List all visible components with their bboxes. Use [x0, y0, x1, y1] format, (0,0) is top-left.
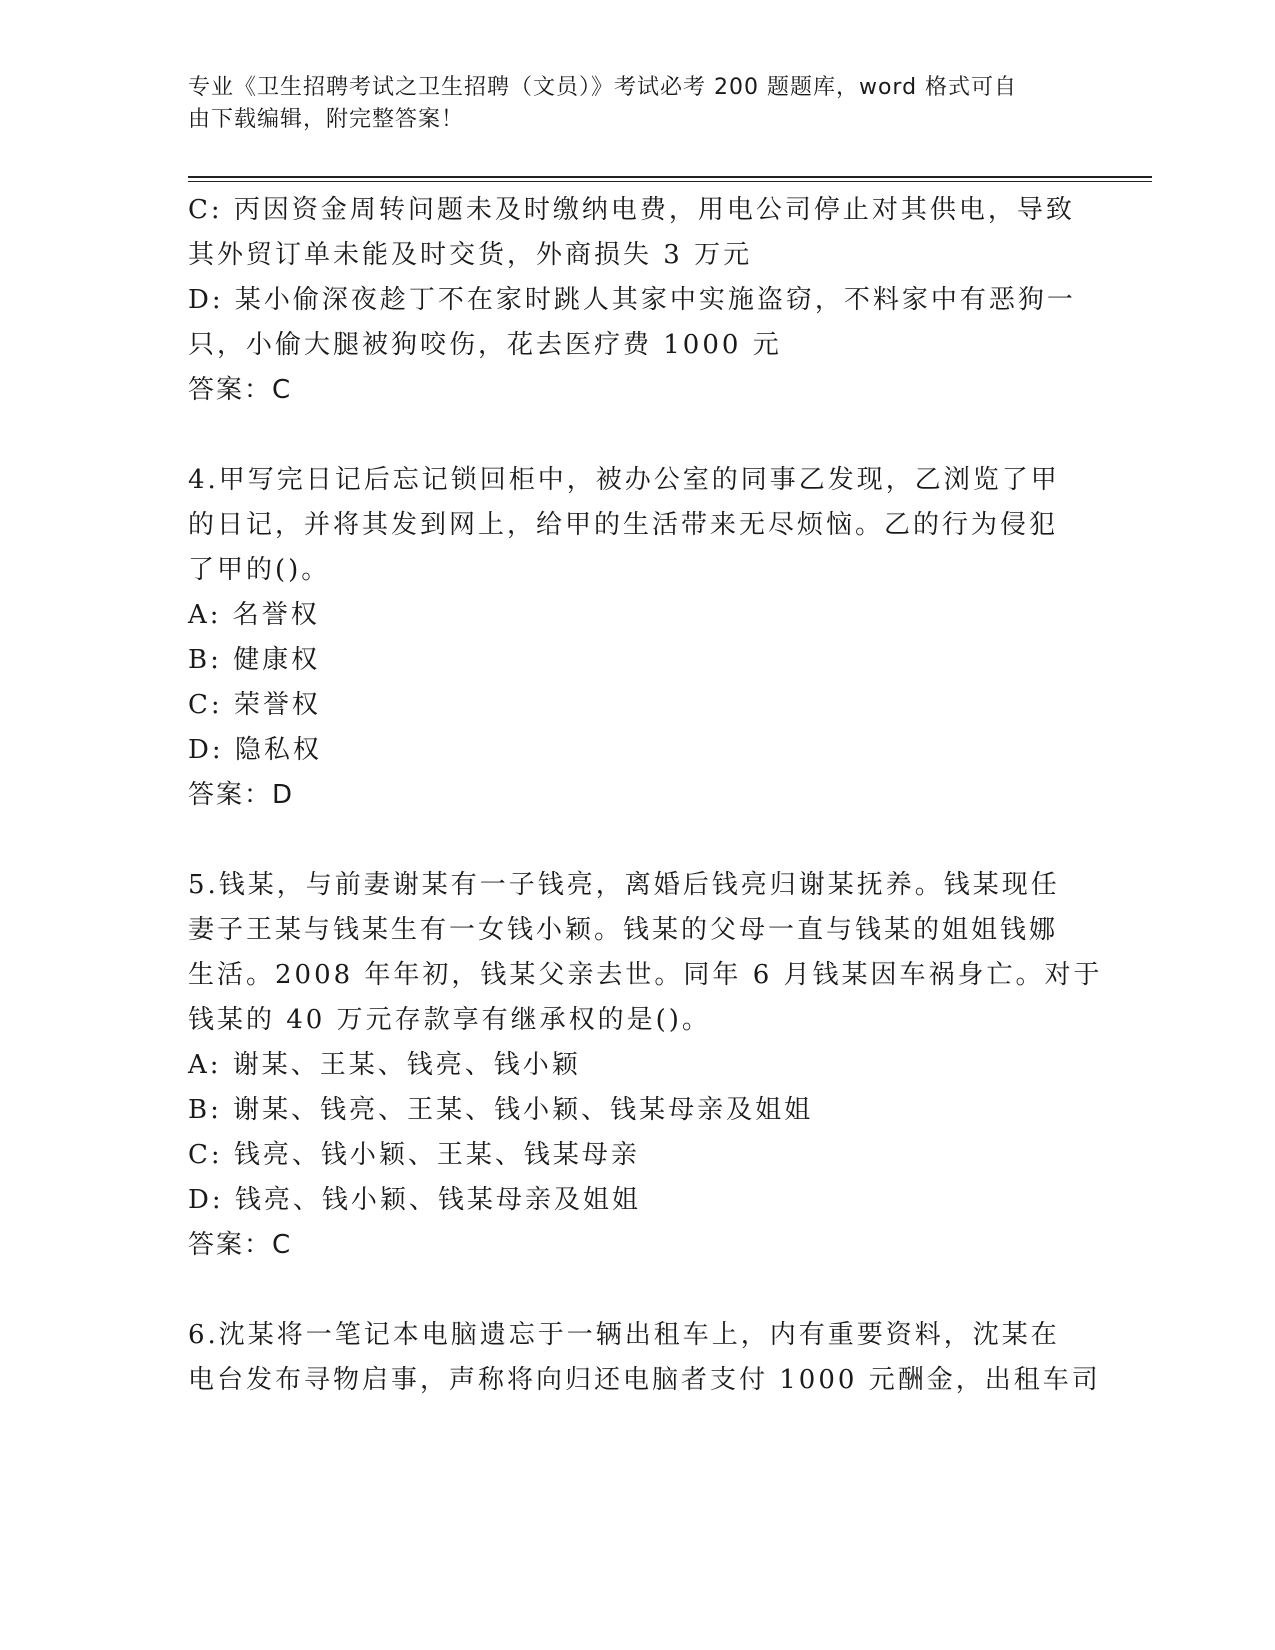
- option-c-line-2: 其外贸订单未能及时交货，外商损失 3 万元: [188, 240, 753, 270]
- header-line-1: 专业《卫生招聘考试之卫生招聘（文员）》考试必考 200 题题库，word 格式可自: [188, 75, 1018, 100]
- spacer: [188, 818, 1078, 863]
- option-c-line-1: C: 丙因资金周转问题未及时缴纳电费，用电公司停止对其供电，导致: [188, 195, 1075, 225]
- question-stem-line-3: 生活。2008 年年初，钱某父亲去世。同年 6 月钱某因车祸身亡。对于: [188, 960, 1103, 990]
- option-a: A: 谢某、王某、钱亮、钱小颖: [188, 1050, 581, 1080]
- option-c: C: 钱亮、钱小颖、王某、钱某母亲: [188, 1140, 640, 1170]
- question-5: [188, 863, 1103, 1268]
- spacer: [188, 413, 1078, 458]
- question-stem-line-2: 电台发布寻物启事，声称将向归还电脑者支付 1000 元酬金，出租车司: [188, 1365, 1101, 1395]
- question-4: [188, 458, 1078, 818]
- question-stem-line-2: 妻子王某与钱某生有一女钱小颖。钱某的父母一直与钱某的姐姐钱娜: [188, 915, 1059, 945]
- option-d-line-2: 只，小偷大腿被狗咬伤，花去医疗费 1000 元: [188, 330, 782, 360]
- question-stem-line-1: 4.甲写完日记后忘记锁回柜中，被办公室的同事乙发现，乙浏览了甲: [188, 465, 1060, 495]
- header-divider-thick: [188, 176, 1152, 178]
- option-d: D: 钱亮、钱小颖、钱某母亲及姐姐: [188, 1185, 641, 1215]
- header-divider-thin: [188, 181, 1152, 182]
- question-stem-line-4: 钱某的 40 万元存款享有继承权的是()。: [188, 1005, 711, 1035]
- question-6: [188, 1313, 1101, 1403]
- header-line-2: 由下载编辑，附完整答案！: [188, 107, 465, 132]
- option-d-line-1: D: 某小偷深夜趁丁不在家时跳人其家中实施盗窃，不料家中有恶狗一: [188, 285, 1076, 315]
- document-body: [188, 188, 1103, 1403]
- question-stem-line-3: 了甲的()。: [188, 555, 331, 585]
- option-c: C: 荣誉权: [188, 690, 321, 720]
- answer-line: 答案：C: [188, 375, 293, 405]
- question-stem-line-1: 6.沈某将一笔记本电脑遗忘于一辆出租车上，内有重要资料，沈某在: [188, 1320, 1060, 1350]
- question-3-tail: [188, 188, 1078, 413]
- option-b: B: 健康权: [188, 645, 321, 675]
- option-a: A: 名誉权: [188, 600, 320, 630]
- question-stem-line-2: 的日记，并将其发到网上，给甲的生活带来无尽烦恼。乙的行为侵犯: [188, 510, 1059, 540]
- option-d: D: 隐私权: [188, 735, 322, 765]
- spacer: [188, 1268, 1078, 1313]
- question-stem-line-1: 5.钱某，与前妻谢某有一子钱亮，离婚后钱亮归谢某抚养。钱某现任: [188, 870, 1060, 900]
- answer-line: 答案：C: [188, 1230, 293, 1260]
- option-b: B: 谢某、钱亮、王某、钱小颖、钱某母亲及姐姐: [188, 1095, 814, 1125]
- answer-line: 答案：D: [188, 780, 295, 810]
- document-header: [188, 72, 1068, 136]
